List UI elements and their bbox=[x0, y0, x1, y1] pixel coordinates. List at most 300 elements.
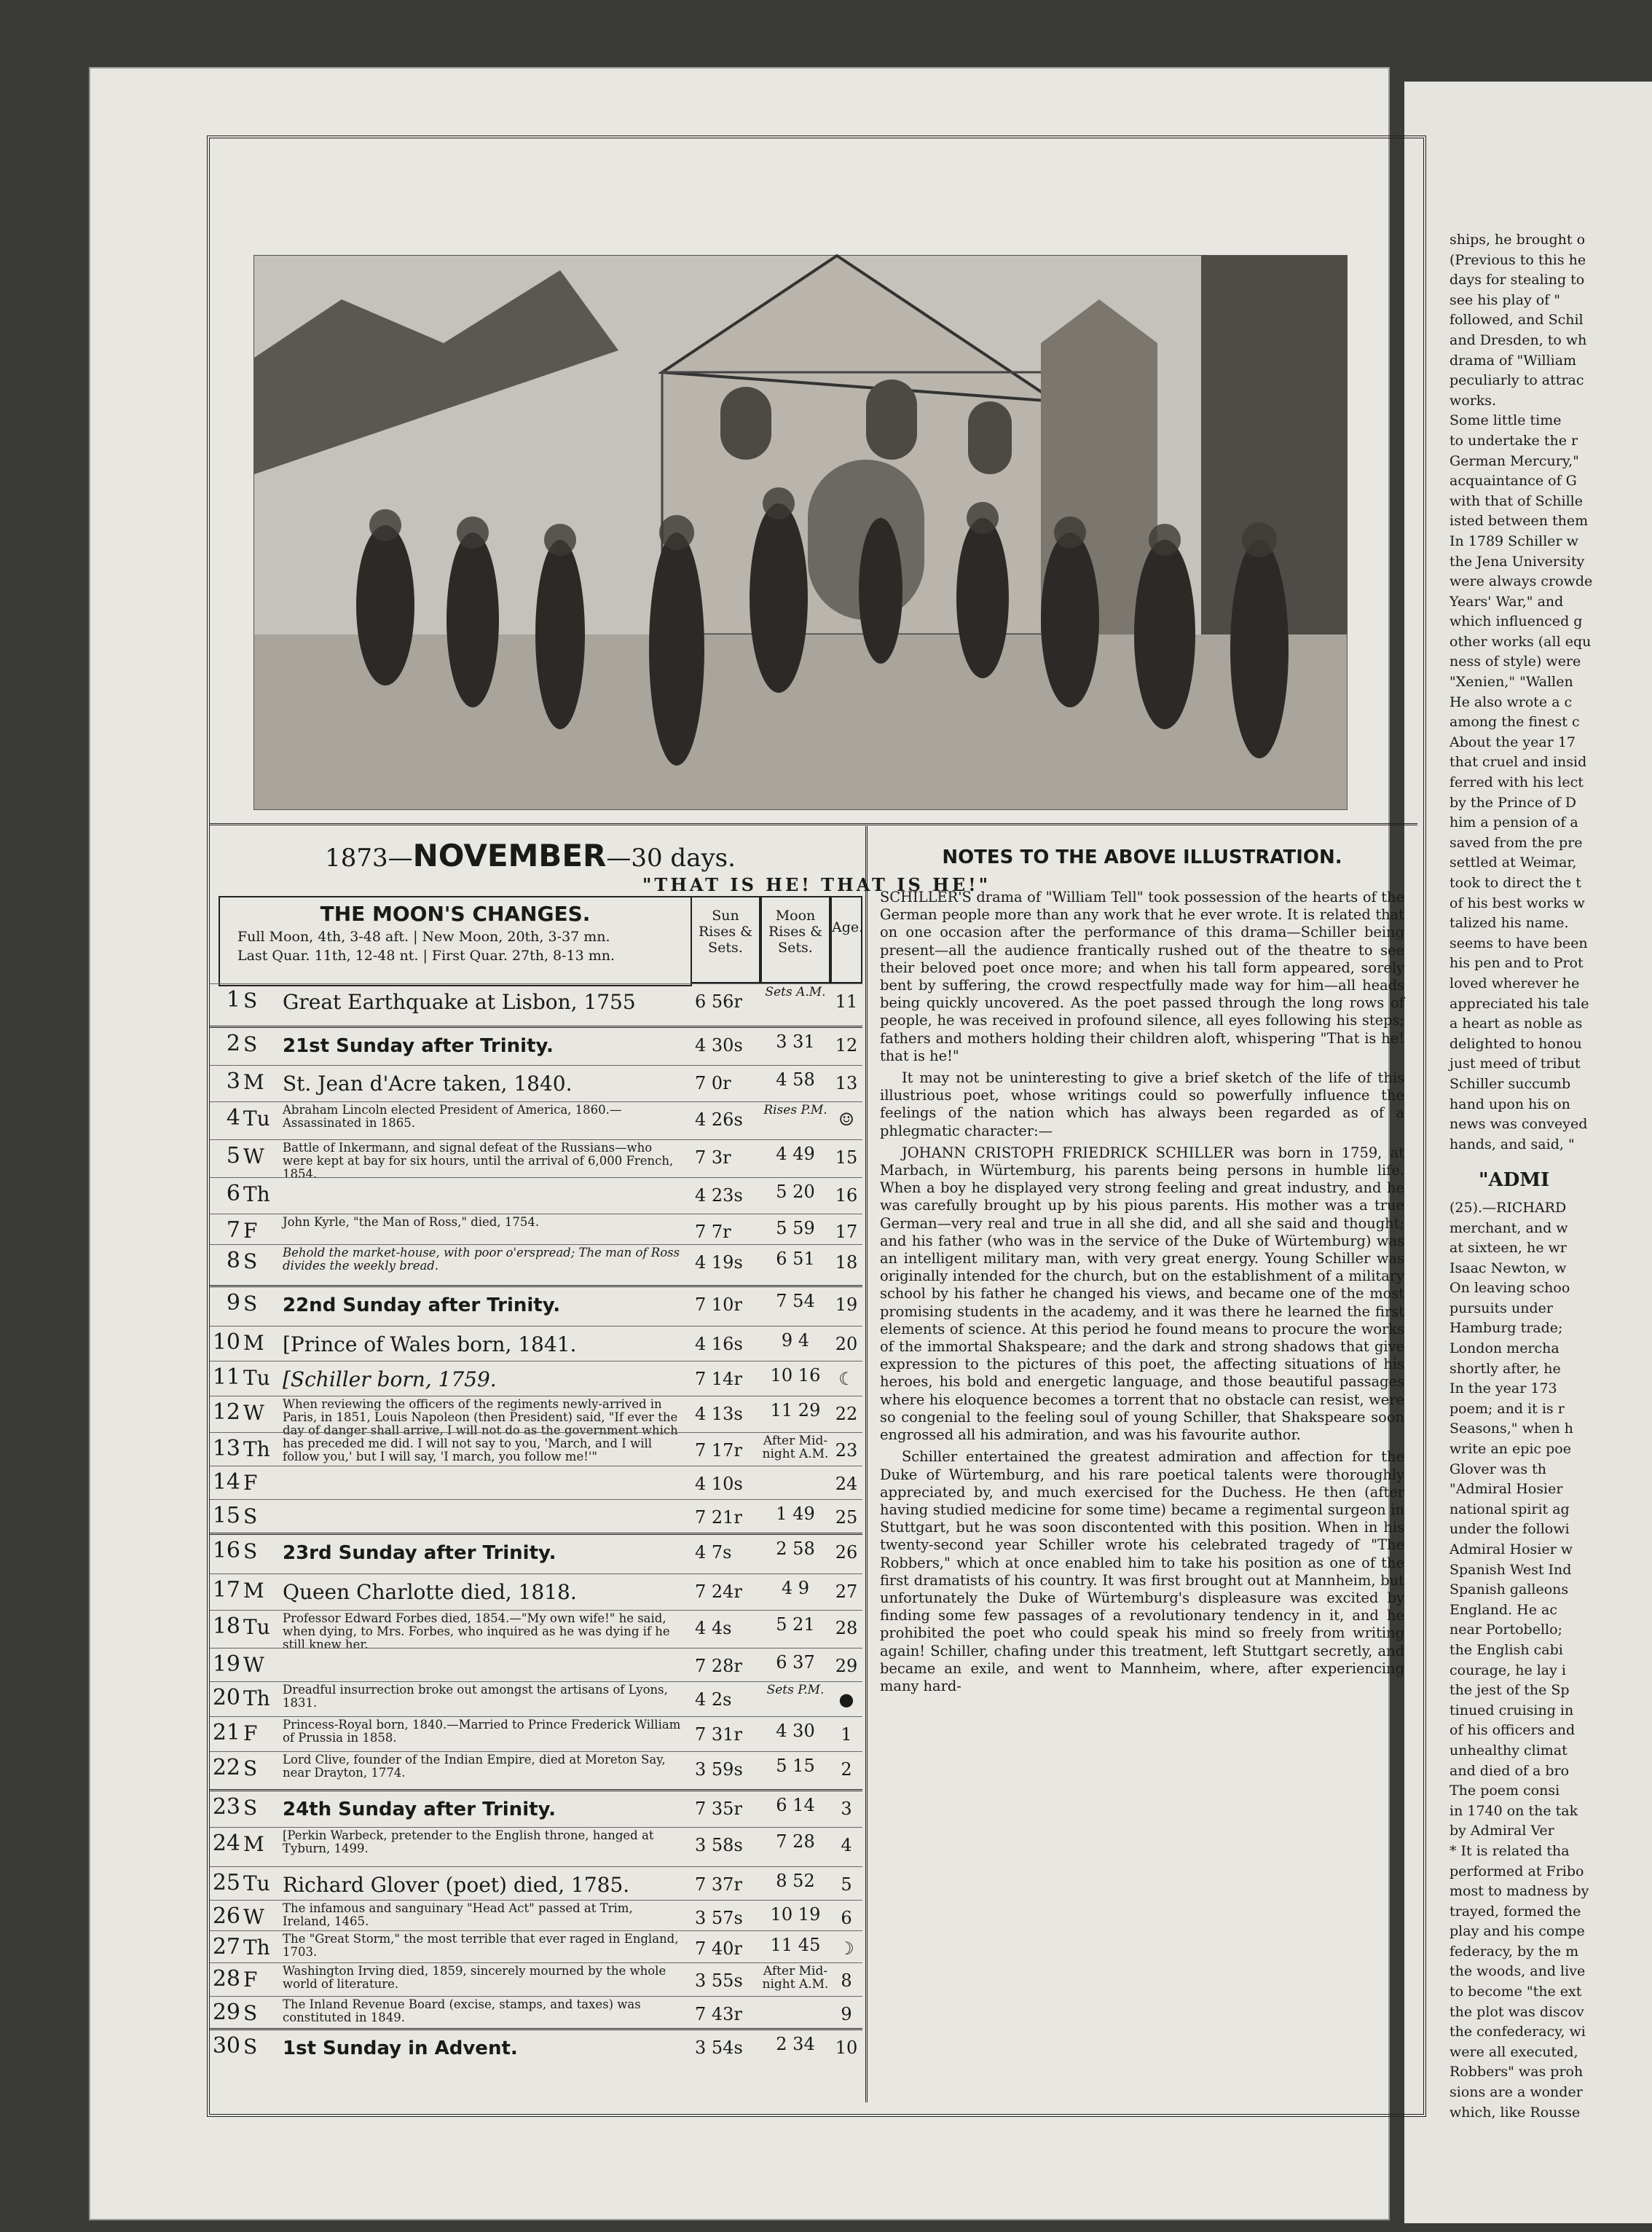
day-event: Washington Irving died, 1859, sincerely mourned by the whole world of literature. bbox=[283, 1964, 666, 1991]
moon-line-2: Last Quar. 11th, 12-48 nt. | First Quar. 27th, 8-13 mn. bbox=[237, 948, 615, 964]
day-event: The Inland Revenue Board (excise, stamps, and taxes) was constituted in 1849. bbox=[283, 1997, 641, 2024]
calendar-row bbox=[210, 1466, 862, 1500]
day-event: When reviewing the officers of the regiments newly-arrived in Paris, in 1851, Louis Napoleon (then President) said, "If ever the day of danger shall arrive, I will not do as the government which has preceded me did. I will not say to you, 'March, and I will follow you,' but I will say, 'I march, you follow me!'" bbox=[283, 1397, 678, 1463]
moon-age: 24 bbox=[835, 1474, 858, 1494]
right-page-line: Schiller succumb bbox=[1450, 1075, 1571, 1092]
moon-age: ☾ bbox=[838, 1369, 854, 1389]
day-number: 19 bbox=[212, 1651, 240, 1677]
right-page-line: sions are a wonder bbox=[1450, 2084, 1583, 2101]
notes-paragraph: Schiller entertained the greatest admiration and affection for the Duke of Würtemburg, and his rare poetical talents were thoroughly appreciated by, and much exercised for the Duchess. He then (after having studied medicine for some time) became a regimental surgeon in Stuttgart, but he was soon discontented with this position. When in his twenty-second year Schiller wrote his celebrated tragedy of "The Robbers," which at once enabled him to take his position as one of the first dramatists of his country. It was first brought out at Mannheim, but unfortunately the Duke of Würtemburg's displeasure was excited by finding some few passages of a revolutionary tendency in it, and he prohibited the poet who could speak his mind so freely from writing again! Schiller, chafing under this treatment, left Stuttgart secretly, and became an exile, and went to Mannheim, where, after experiencing many hard- bbox=[880, 1448, 1404, 1694]
day-event: Queen Charlotte died, 1818. bbox=[283, 1580, 577, 1604]
top-rule bbox=[210, 823, 1417, 825]
weekday: Tu bbox=[243, 1107, 270, 1131]
sun-time: 7 0r bbox=[695, 1073, 731, 1093]
day-number: 24 bbox=[212, 1831, 240, 1856]
right-page-line: near Portobello; bbox=[1450, 1622, 1562, 1638]
day-event: Behold the market-house, with poor o'erspread; The man of Ross divides the weekly bread. bbox=[283, 1246, 680, 1273]
right-page-line: London mercha bbox=[1450, 1340, 1559, 1357]
right-page-line: settled at Weimar, bbox=[1450, 854, 1577, 871]
day-event: Lord Clive, founder of the Indian Empire, died at Moreton Say, near Drayton, 1774. bbox=[283, 1753, 666, 1780]
moon-age: 1 bbox=[841, 1724, 852, 1745]
right-page-line: trayed, formed the bbox=[1450, 1903, 1581, 1919]
moon-time: 2 58 bbox=[776, 1539, 815, 1559]
moon-time: 5 20 bbox=[776, 1182, 815, 1202]
day-event: [Schiller born, 1759. bbox=[283, 1367, 497, 1391]
sun-time: 4 26s bbox=[695, 1109, 743, 1130]
weekday: W bbox=[243, 1401, 264, 1425]
calendar-row bbox=[210, 1996, 862, 2029]
moon-age: ● bbox=[838, 1689, 854, 1710]
sun-time: 4 30s bbox=[695, 1035, 743, 1056]
month-header bbox=[210, 838, 851, 873]
moon-age: 28 bbox=[835, 1618, 858, 1638]
right-page-line: * It is related tha bbox=[1450, 1842, 1570, 1859]
right-page-line: at sixteen, he wr bbox=[1450, 1240, 1567, 1257]
day-number: 21 bbox=[212, 1720, 240, 1745]
weekday: M bbox=[243, 1331, 264, 1355]
right-page-line: days for stealing to bbox=[1450, 272, 1585, 288]
right-page-line: tinued cruising in bbox=[1450, 1702, 1574, 1718]
right-page-line: courage, he lay i bbox=[1450, 1662, 1566, 1678]
day-number: 29 bbox=[212, 2000, 240, 2025]
day-number: 20 bbox=[212, 1685, 240, 1710]
right-page-line: ferred with his lect bbox=[1450, 774, 1584, 791]
weekday: S bbox=[243, 1249, 258, 1273]
moon-time: 5 59 bbox=[776, 1218, 815, 1238]
weekday: S bbox=[243, 1032, 258, 1056]
day-event: Princess-Royal born, 1840.—Married to Prince Frederick William of Prussia in 1858. bbox=[283, 1718, 681, 1745]
calendar-row bbox=[210, 1361, 862, 1396]
weekday: M bbox=[243, 1832, 264, 1856]
right-page-line: of his best works w bbox=[1450, 895, 1585, 911]
day-event: 21st Sunday after Trinity. bbox=[283, 1035, 554, 1057]
weekday: S bbox=[243, 2001, 258, 2025]
day-number: 18 bbox=[212, 1614, 240, 1639]
calendar-rows bbox=[210, 983, 862, 2105]
moon-age: 12 bbox=[835, 1035, 858, 1056]
weekday: W bbox=[243, 1653, 264, 1677]
day-number: 2 bbox=[226, 1031, 240, 1056]
calendar-row bbox=[210, 1285, 862, 1328]
calendar-row bbox=[210, 1533, 862, 1576]
day-number: 6 bbox=[226, 1181, 240, 1206]
right-page-line: most to madness by bbox=[1450, 1883, 1589, 1900]
weekday: F bbox=[243, 1968, 258, 1992]
sun-time: 7 17r bbox=[695, 1440, 742, 1461]
calendar-row bbox=[210, 1499, 862, 1533]
right-page-line: to become "the ext bbox=[1450, 1984, 1582, 2000]
right-page-line: federacy, by the m bbox=[1450, 1943, 1579, 1960]
right-page-line: Some little time bbox=[1450, 412, 1562, 429]
moon-age: 29 bbox=[835, 1656, 858, 1676]
moon-line-1: Full Moon, 4th, 3-48 aft. | New Moon, 20th, 3-37 mn. bbox=[237, 929, 610, 945]
right-page-line: On leaving schoo bbox=[1450, 1280, 1570, 1297]
moon-time: 6 51 bbox=[776, 1249, 815, 1269]
day-event: Abraham Lincoln elected President of America, 1860.—Assassinated in 1865. bbox=[283, 1103, 622, 1130]
sun-time: 7 24r bbox=[695, 1581, 742, 1602]
weekday: F bbox=[243, 1721, 258, 1745]
calendar-row bbox=[210, 1326, 862, 1361]
day-number: 3 bbox=[226, 1069, 240, 1094]
moon-time: Sets A.M. bbox=[765, 985, 826, 999]
right-page-line: ness of style) were bbox=[1450, 653, 1581, 670]
day-number: 1 bbox=[226, 987, 240, 1013]
weekday: M bbox=[243, 1070, 264, 1094]
moon-age: 25 bbox=[835, 1507, 858, 1528]
day-event: 22nd Sunday after Trinity. bbox=[283, 1294, 561, 1316]
calendar-row bbox=[210, 1139, 862, 1181]
day-number: 10 bbox=[212, 1329, 240, 1355]
right-page-line: ships, he brought o bbox=[1450, 232, 1586, 248]
right-page-line: poem; and it is r bbox=[1450, 1400, 1565, 1417]
month-name: NOVEMBER bbox=[412, 838, 607, 873]
day-number: 11 bbox=[212, 1364, 240, 1390]
sun-time: 4 19s bbox=[695, 1252, 743, 1273]
day-number: 7 bbox=[226, 1217, 240, 1243]
right-page-line: "Admiral Hosier bbox=[1450, 1481, 1563, 1498]
calendar-row bbox=[210, 1026, 862, 1067]
moon-age: 5 bbox=[841, 1874, 852, 1895]
calendar-row bbox=[210, 1900, 862, 1931]
right-page-line: among the finest c bbox=[1450, 714, 1580, 731]
day-number: 26 bbox=[212, 1903, 240, 1929]
right-page-line: German Mercury," bbox=[1450, 452, 1579, 469]
weekday: S bbox=[243, 989, 258, 1013]
calendar-row bbox=[210, 1244, 862, 1286]
moon-time: 2 34 bbox=[776, 2034, 815, 2054]
right-page-line: and Dresden, to wh bbox=[1450, 331, 1587, 348]
calendar-row bbox=[210, 1751, 862, 1790]
notes-text bbox=[880, 889, 1404, 2098]
right-page-line: pursuits under bbox=[1450, 1300, 1553, 1316]
year: 1873— bbox=[325, 844, 413, 873]
day-event: Great Earthquake at Lisbon, 1755 bbox=[283, 990, 636, 1014]
weekday: W bbox=[243, 1144, 264, 1168]
right-page-line: play and his compe bbox=[1450, 1923, 1585, 1940]
sun-time: 4 10s bbox=[695, 1474, 743, 1494]
right-page-line: works. bbox=[1450, 392, 1497, 409]
right-page-line: appreciated his tale bbox=[1450, 995, 1589, 1012]
day-number: 16 bbox=[212, 1538, 240, 1563]
weekday: Tu bbox=[243, 1871, 270, 1895]
right-page-line: delighted to honou bbox=[1450, 1035, 1582, 1052]
right-page-line: took to direct the t bbox=[1450, 875, 1581, 891]
right-page-line: him a pension of a bbox=[1450, 814, 1578, 831]
moon-age: 13 bbox=[835, 1073, 858, 1093]
right-page-line: just meed of tribut bbox=[1450, 1056, 1581, 1072]
moon-time: 9 4 bbox=[781, 1330, 810, 1351]
right-page-line: drama of "William bbox=[1450, 352, 1577, 369]
calendar-row bbox=[210, 1610, 862, 1649]
sun-time: 3 58s bbox=[695, 1835, 743, 1855]
right-page-line: hands, and said, " bbox=[1450, 1136, 1575, 1152]
right-page-text bbox=[1450, 230, 1643, 2121]
sun-time: 4 4s bbox=[695, 1618, 732, 1638]
right-page-line: performed at Fribo bbox=[1450, 1863, 1584, 1879]
right-page-line: hand upon his on bbox=[1450, 1096, 1570, 1112]
right-page-line: by Admiral Ver bbox=[1450, 1823, 1554, 1839]
right-page-line: merchant, and w bbox=[1450, 1219, 1568, 1236]
moon-time: 7 54 bbox=[776, 1291, 815, 1311]
weekday: Th bbox=[243, 1936, 270, 1960]
notes-paragraph: It may not be uninteresting to give a brief sketch of the life of this illustrious poet, whose writings could so powerfully influence the feelings of the nation which has always been regarded as of a phlegmatic character:— bbox=[880, 1069, 1404, 1139]
day-number: 22 bbox=[212, 1755, 240, 1780]
moon-age: 22 bbox=[835, 1404, 858, 1424]
weekday: Tu bbox=[243, 1366, 270, 1390]
moon-time: 5 21 bbox=[776, 1614, 815, 1635]
day-event: St. Jean d'Acre taken, 1840. bbox=[283, 1072, 573, 1096]
day-number: 15 bbox=[212, 1503, 240, 1528]
sun-time: 4 16s bbox=[695, 1334, 743, 1354]
right-page-line: unhealthy climat bbox=[1450, 1742, 1568, 1759]
weekday: M bbox=[243, 1579, 264, 1603]
day-number: 17 bbox=[212, 1577, 240, 1603]
weekday: W bbox=[243, 1905, 264, 1929]
calendar-row bbox=[210, 1648, 862, 1682]
day-number: 9 bbox=[226, 1290, 240, 1316]
calendar-row bbox=[210, 1065, 862, 1102]
right-page-line: (Previous to this he bbox=[1450, 251, 1586, 268]
moon-time: After Mid-night A.M. bbox=[762, 1434, 829, 1461]
day-event: The infamous and sanguinary "Head Act" passed at Trim, Ireland, 1465. bbox=[283, 1901, 633, 1928]
moon-age: 26 bbox=[835, 1542, 858, 1563]
sun-time: 7 35r bbox=[695, 1799, 742, 1819]
moon-time: 5 15 bbox=[776, 1756, 815, 1776]
right-page-line: Admiral Hosier w bbox=[1450, 1541, 1573, 1557]
notes-paragraph: SCHILLER'S drama of "William Tell" took possession of the hearts of the German people more than any work that he ever wrote. It is related that on one occasion after the performance of this drama—Schiller being present—all the audience frantically rushed out of the theatre to see their beloved poet once more; and when his tall form appeared, sorely bent by suffering, the crowd respectfully made way for him—all heads being quickly uncovered. As the poet passed through the long rows of people, he was received in profound silence, all eyes following his steps; fathers and mothers holding their children aloft, whispering "That is he! that is he!" bbox=[880, 889, 1404, 1064]
moon-age: 16 bbox=[835, 1185, 858, 1206]
calendar-row bbox=[210, 1827, 862, 1867]
moon-time: 6 37 bbox=[776, 1652, 815, 1673]
day-event: 1st Sunday in Advent. bbox=[283, 2038, 518, 2059]
day-number: 30 bbox=[212, 2033, 240, 2059]
day-event: [Perkin Warbeck, pretender to the English throne, hanged at Tyburn, 1499. bbox=[283, 1828, 654, 1855]
sun-time: 3 59s bbox=[695, 1759, 743, 1780]
moon-time: Sets P.M. bbox=[766, 1683, 825, 1697]
moon-age: 18 bbox=[835, 1252, 858, 1273]
right-page-line: Glover was th bbox=[1450, 1461, 1547, 1477]
right-page-line: talized his name. bbox=[1450, 915, 1569, 932]
right-page-line: The poem consi bbox=[1450, 1783, 1560, 1799]
moon-age: 11 bbox=[835, 991, 858, 1012]
day-number: 4 bbox=[226, 1105, 240, 1131]
day-event: Dreadful insurrection broke out amongst the artisans of Lyons, 1831. bbox=[283, 1683, 668, 1710]
almanac-body bbox=[210, 138, 1417, 2105]
right-page-line: other works (all equ bbox=[1450, 633, 1592, 650]
moon-time: 11 45 bbox=[770, 1935, 821, 1955]
moon-column-head: Moon Rises & Sets. bbox=[760, 896, 830, 983]
moon-age: 10 bbox=[835, 2038, 858, 2058]
sun-time: 7 14r bbox=[695, 1369, 742, 1389]
age-column-head: Age. bbox=[830, 896, 862, 983]
right-page-line: which, like Rousse bbox=[1450, 2104, 1581, 2121]
right-page-line: by the Prince of D bbox=[1450, 794, 1576, 811]
day-number: 13 bbox=[212, 1436, 240, 1461]
right-page-line: were always crowde bbox=[1450, 573, 1593, 590]
sun-time: 7 7r bbox=[695, 1222, 731, 1242]
sun-time: 3 54s bbox=[695, 2038, 743, 2058]
calendar-row bbox=[210, 1681, 862, 1717]
right-page-line: and died of a bro bbox=[1450, 1762, 1570, 1779]
illustration-caption: "THAT IS HE! THAT IS HE!" bbox=[642, 874, 991, 895]
day-event: The "Great Storm," the most terrible that ever raged in England, 1703. bbox=[283, 1932, 679, 1959]
right-page-line: news was conveyed bbox=[1450, 1116, 1588, 1133]
right-page-line: He also wrote a c bbox=[1450, 693, 1573, 710]
sun-time: 3 55s bbox=[695, 1970, 743, 1991]
right-page-line: a heart as noble as bbox=[1450, 1015, 1583, 1032]
moon-age: 2 bbox=[841, 1759, 852, 1780]
right-page-line: the Jena University bbox=[1450, 553, 1585, 570]
right-page-line: see his play of " bbox=[1450, 291, 1560, 308]
calendar-row bbox=[210, 983, 862, 1026]
day-number: 12 bbox=[212, 1399, 240, 1425]
weekday: Th bbox=[243, 1437, 270, 1461]
sun-time: 7 3r bbox=[695, 1147, 731, 1168]
moon-time: After Mid-night A.M. bbox=[762, 1964, 829, 1992]
moon-age: 4 bbox=[841, 1835, 852, 1855]
right-page-line: loved wherever he bbox=[1450, 975, 1580, 991]
sun-time: 7 21r bbox=[695, 1507, 742, 1528]
moon-age: 17 bbox=[835, 1222, 858, 1242]
moon-time: 3 31 bbox=[776, 1031, 815, 1052]
right-page-line: Seasons," when h bbox=[1450, 1420, 1573, 1437]
moon-age: 3 bbox=[841, 1799, 852, 1819]
moon-age: 20 bbox=[835, 1334, 858, 1354]
sun-time: 6 56r bbox=[695, 991, 742, 1012]
weekday: S bbox=[243, 1796, 258, 1820]
calendar-row bbox=[210, 1101, 862, 1140]
column-divider bbox=[865, 826, 868, 2102]
sun-time: 7 43r bbox=[695, 2004, 742, 2024]
sun-time: 7 31r bbox=[695, 1724, 742, 1745]
calendar-row bbox=[210, 1930, 862, 1963]
right-page-line: were all executed, bbox=[1450, 2043, 1578, 2060]
calendar-row bbox=[210, 1716, 862, 1752]
right-page-line: Spanish galleons bbox=[1450, 1581, 1569, 1598]
moon-age: ☺ bbox=[838, 1109, 854, 1130]
right-page-line: England. He ac bbox=[1450, 1601, 1557, 1618]
calendar-row bbox=[210, 1866, 862, 1901]
right-page-line: In 1789 Schiller w bbox=[1450, 533, 1578, 549]
moon-age: 8 bbox=[841, 1970, 852, 1991]
sun-time: 7 40r bbox=[695, 1938, 742, 1959]
right-page-line: of his officers and bbox=[1450, 1722, 1576, 1739]
days-count: —30 days. bbox=[606, 844, 736, 873]
weekday: Th bbox=[243, 1182, 270, 1206]
right-page-line: Robbers" was proh bbox=[1450, 2064, 1584, 2080]
day-event: John Kyrle, "the Man of Ross," died, 1754. bbox=[283, 1215, 540, 1229]
right-page-line: Isaac Newton, w bbox=[1450, 1260, 1567, 1276]
right-page-line: followed, and Schil bbox=[1450, 312, 1584, 329]
weekday: S bbox=[243, 1756, 258, 1780]
moon-time: 4 30 bbox=[776, 1721, 815, 1741]
moon-time: 11 29 bbox=[770, 1400, 821, 1420]
right-page-line: "ADMI bbox=[1479, 1169, 1550, 1192]
sun-time: 7 10r bbox=[695, 1294, 742, 1315]
moon-time: 10 19 bbox=[770, 1904, 821, 1925]
day-event: Richard Glover (poet) died, 1785. bbox=[283, 1873, 630, 1897]
moon-age: 6 bbox=[841, 1908, 852, 1928]
right-page-line: with that of Schille bbox=[1450, 492, 1584, 509]
moon-changes-title: THE MOON'S CHANGES. bbox=[320, 902, 591, 926]
day-event: [Prince of Wales born, 1841. bbox=[283, 1332, 577, 1356]
right-page-line: under the followi bbox=[1450, 1521, 1570, 1538]
right-page-line: peculiarly to attrac bbox=[1450, 372, 1584, 389]
moon-time: 6 14 bbox=[776, 1795, 815, 1815]
moon-age: 23 bbox=[835, 1440, 858, 1461]
right-page-line: About the year 17 bbox=[1450, 734, 1576, 750]
moon-age: 19 bbox=[835, 1294, 858, 1315]
right-page-line: seems to have been bbox=[1450, 935, 1588, 951]
calendar-row bbox=[210, 1573, 862, 1611]
calendar-row bbox=[210, 1214, 862, 1245]
moon-age: 9 bbox=[841, 2004, 852, 2024]
right-page-line: shortly after, he bbox=[1450, 1360, 1561, 1377]
calendar-row bbox=[210, 1177, 862, 1214]
weekday: Tu bbox=[243, 1615, 270, 1639]
moon-age: ☽ bbox=[838, 1938, 854, 1959]
right-page-line: (25).—RICHARD bbox=[1450, 1199, 1567, 1216]
calendar-row bbox=[210, 1962, 862, 1997]
moon-time: 7 28 bbox=[776, 1831, 815, 1852]
day-event: 24th Sunday after Trinity. bbox=[283, 1799, 556, 1820]
notes-paragraph: JOHANN CRISTOPH FRIEDRICK SCHILLER was born in 1759, at Marbach, in Würtemburg, his parents being persons in humble life. When a boy he displayed very strong feeling and great industry, and he was carefully brought up by his pious parents. His mother was a true German—very real and true in all she did, and all she said and thought; and his father (who was in the service of the Duke of Würtemburg) was an intelligent military man, with very great energy. Young Schiller was originally intended for the church, but on the establishment of a military school by his father he changed his views, and became one of the most promising students in the academy, and it was there he learned the first elements of science. At this period he found means to procure the works of the immortal Shakspeare; and the dark and strong shadows that give expression to the pictures of this poet, the affecting situations of his heroes, his bold and energetic language, and those beautiful passages where his eloquence becomes a torrent that no obstacle can resist, were so congenial to the feeling soul of young Schiller, that Shakspeare soon engrossed all his admiration, and was his favourite author. bbox=[880, 1144, 1404, 1444]
sun-time: 3 57s bbox=[695, 1908, 743, 1928]
moon-time: 4 58 bbox=[776, 1069, 815, 1090]
day-number: 28 bbox=[212, 1966, 240, 1992]
right-page-line: in 1740 on the tak bbox=[1450, 1802, 1578, 1819]
calendar-row bbox=[210, 1789, 862, 1829]
day-number: 8 bbox=[226, 1248, 240, 1273]
right-page-line: the English cabi bbox=[1450, 1641, 1563, 1658]
calendar-row bbox=[210, 2028, 862, 2072]
weekday: S bbox=[243, 1504, 258, 1528]
notes-title: NOTES TO THE ABOVE ILLUSTRATION. bbox=[942, 846, 1342, 868]
right-page-line: which influenced g bbox=[1450, 613, 1583, 630]
sun-time: 4 23s bbox=[695, 1185, 743, 1206]
right-page-line: Years' War," and bbox=[1450, 593, 1564, 610]
right-page-line: the plot was discov bbox=[1450, 2003, 1584, 2020]
day-event: Professor Edward Forbes died, 1854.—"My own wife!" he said, when dying, to Mrs. Forbes, who inquired as he was dying if he still knew her. bbox=[283, 1611, 670, 1651]
right-page-line: Hamburg trade; bbox=[1450, 1320, 1563, 1337]
right-page-line: write an epic poe bbox=[1450, 1441, 1571, 1458]
right-page-line: the confederacy, wi bbox=[1450, 2024, 1586, 2040]
right-page-line: Spanish West Ind bbox=[1450, 1561, 1572, 1578]
right-page-line: isted between them bbox=[1450, 513, 1589, 530]
moon-time: Rises P.M. bbox=[763, 1103, 827, 1117]
weekday: F bbox=[243, 1471, 258, 1495]
day-number: 27 bbox=[212, 1934, 240, 1960]
day-number: 25 bbox=[212, 1870, 240, 1895]
moon-time: 8 52 bbox=[776, 1871, 815, 1891]
moon-time: 4 9 bbox=[781, 1578, 810, 1598]
sun-column-head: Sun Rises & Sets. bbox=[691, 896, 760, 983]
weekday: S bbox=[243, 1292, 258, 1316]
moon-time: 4 49 bbox=[776, 1144, 815, 1164]
sun-time: 4 7s bbox=[695, 1542, 732, 1563]
calendar-row bbox=[210, 1432, 862, 1466]
weekday: F bbox=[243, 1219, 258, 1243]
day-number: 14 bbox=[212, 1469, 240, 1495]
sun-time: 7 37r bbox=[695, 1874, 742, 1895]
moon-age: 15 bbox=[835, 1147, 858, 1168]
right-page-line: saved from the pre bbox=[1450, 834, 1583, 851]
right-page-line: "Xenien," "Wallen bbox=[1450, 674, 1573, 691]
weekday: S bbox=[243, 1539, 258, 1563]
moon-changes-box bbox=[219, 896, 692, 986]
right-page-line: acquaintance of G bbox=[1450, 473, 1577, 490]
sun-time: 4 13s bbox=[695, 1404, 743, 1424]
